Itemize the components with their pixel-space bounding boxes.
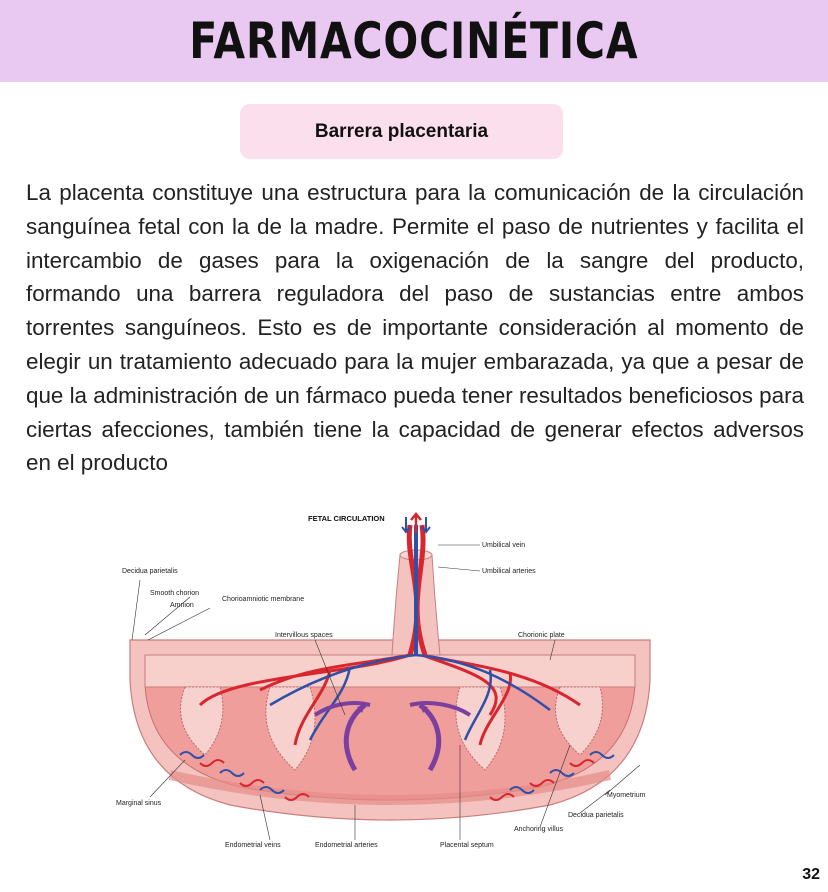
label-decidua-parietalis-top: Decidua parietalis [122,568,178,575]
label-chorionic-plate: Chorionic plate [518,632,565,639]
label-chorioamniotic-membrane: Chorioamniotic membrane [222,596,305,603]
label-umbilical-arteries: Umbilical arteries [482,568,536,575]
label-placental-septum: Placental septum [440,842,494,849]
label-endometrial-veins: Endometrial veins [225,842,281,849]
label-anchoring-villus: Anchoring villus [514,826,564,833]
fetal-arrow-down-right [422,517,430,532]
placenta-illustration [110,505,670,855]
label-marginal-sinus: Marginal sinus [116,800,162,807]
label-amnion: Amnion [170,602,194,609]
label-endometrial-arteries: Endometrial arteries [315,842,378,849]
placenta-diagram [110,505,670,855]
fetal-arrow-up [411,514,421,533]
label-myometrium: Myometrium [607,792,646,799]
page-header [0,0,828,82]
label-intervillous-spaces: Intervillous spaces [275,632,333,639]
page-title: FARMACOCINÉTICA [189,12,639,70]
page-number: 32 [802,866,820,883]
fetal-arrow-down-left [402,517,410,532]
label-umbilical-vein: Umbilical vein [482,542,526,549]
label-smooth-chorion: Smooth chorion [150,590,200,597]
section-title-badge: Barrera placentaria [240,104,563,159]
label-decidua-parietalis-bottom: Decidua parietalis [568,812,624,819]
body-paragraph: La placenta constituye una estructura para la comunicación de la circulación sanguínea fetal con la de la madre. Permite el paso de nutrientes y facilita el intercambio de gases para la oxigenación de la sangre del producto, formando una barrera reguladora del paso de sustancias entre ambos torrentes sanguíneos. Esto es de importante consideración al momento de elegir un tratamiento adecuado para la mujer embarazada, ya que a pesar de que la administración de un fármaco pueda tener resultados beneficiosos para ciertas afecciones, también tiene la capacidad de generar efectos adversos en el producto [26,180,804,476]
label-fetal-circulation: FETAL CIRCULATION [308,514,385,523]
